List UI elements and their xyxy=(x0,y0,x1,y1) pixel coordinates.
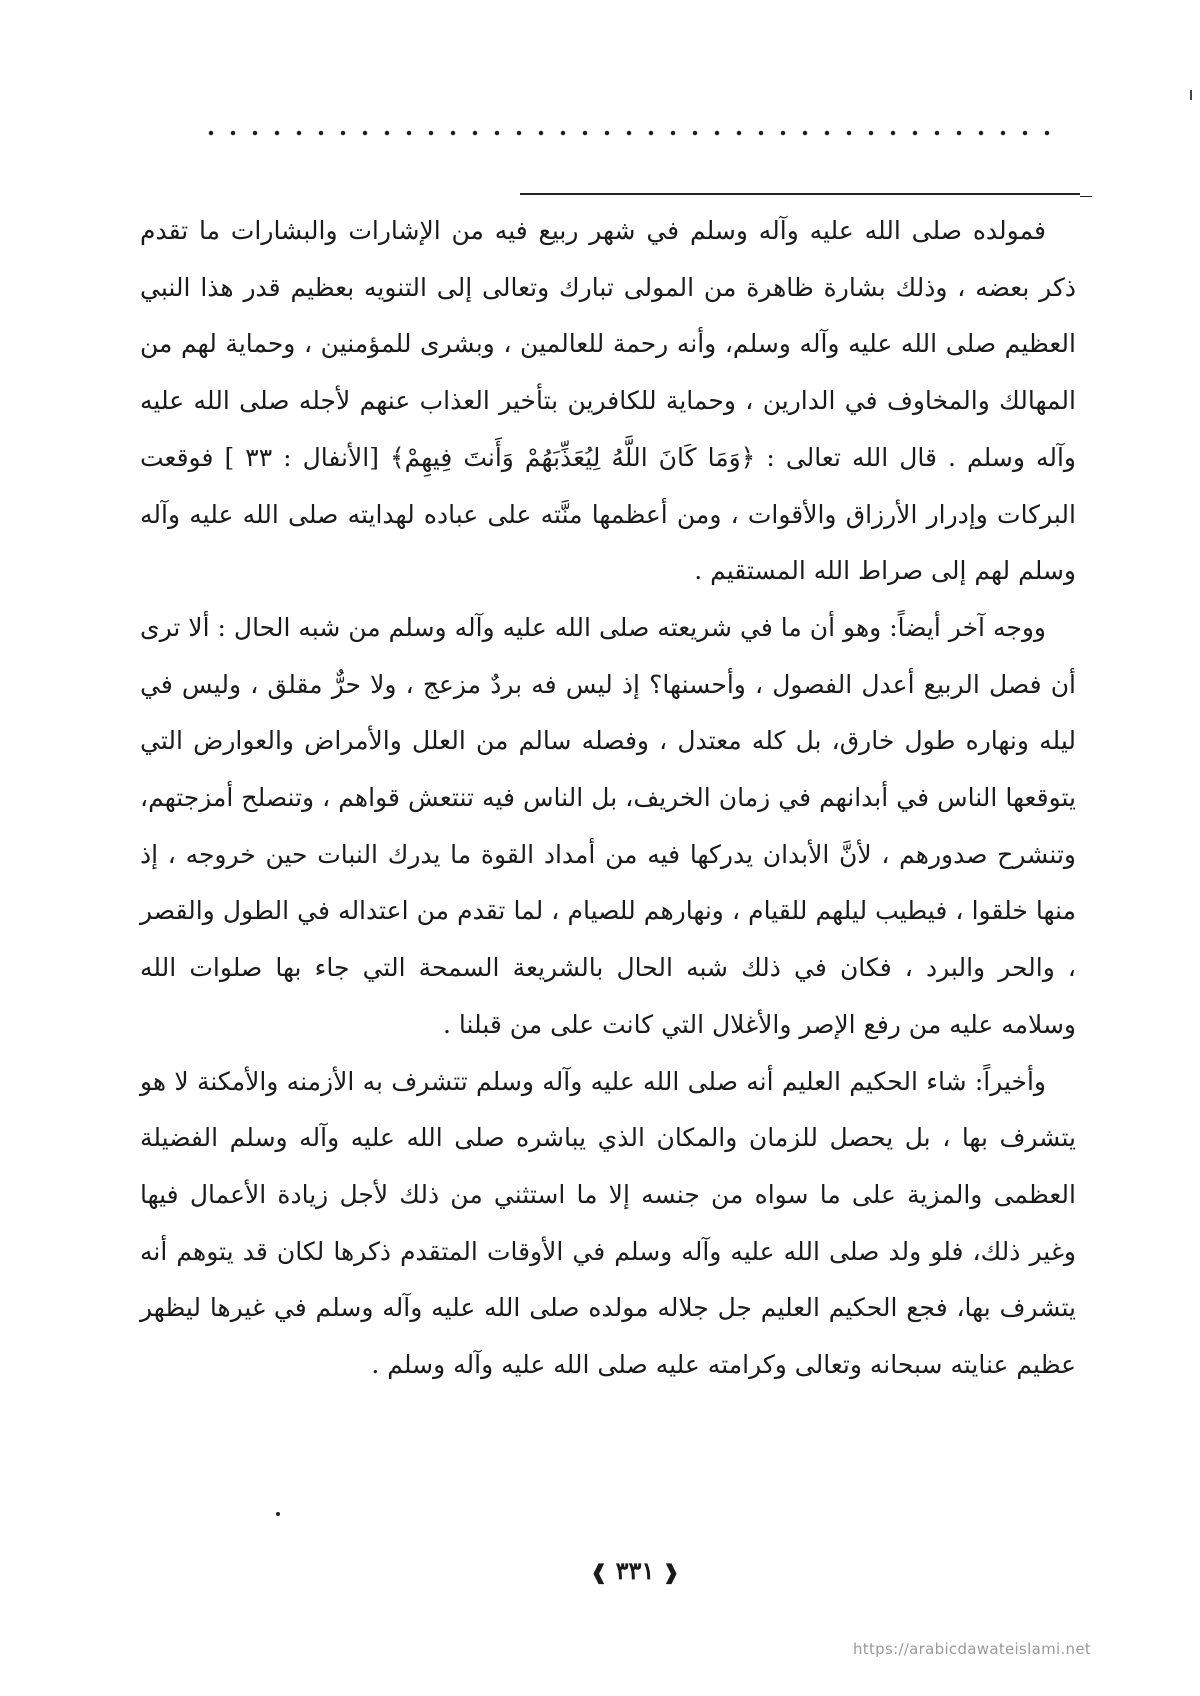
header-rule xyxy=(520,193,1080,195)
watermark-url: https://arabicdawateislami.net xyxy=(853,1640,1092,1658)
page-body xyxy=(140,203,1076,1394)
corner-mark xyxy=(1190,90,1192,100)
paragraph-1: فمولده صلى الله عليه وآله وسلم في شهر ربيع فيه من الإشارات والبشارات ما تقدم ذكر بعضه ، وذلك بشارة ظاهرة من المولى تبارك وتعالى إلى التنويه بعظيم قدر هذا النبي العظيم صلى الله عليه وآله وسلم، وأنه رحمة للعالمين ، وبشرى للمؤمنين ، وحماية لهم من المهالك والمخاوف في الدارين ، وحماية للكافرين بتأخير العذاب عنهم لأجله صلى الله عليه وآله وسلم . قال الله تعالى : ﴿وَمَا كَانَ اللَّهُ لِيُعَذِّبَهُمْ وَأَنتَ فِيهِمْ﴾ [الأنفال : ٣٣ ] فوقعت البركات وإدرار الأرزاق والأقوات ، ومن أعظمها منَّته على عباده لهدايته صلى الله عليه وآله وسلم لهم إلى صراط الله المستقيم . xyxy=(140,216,1077,586)
paragraph-2: ووجه آخر أيضاً: وهو أن ما في شريعته صلى الله عليه وآله وسلم من شبه الحال : ألا ترى أن فصل الربيع أعدل الفصول ، وأحسنها؟ إذ ليس فه بردٌ مزعج ، ولا حرٌّ مقلق ، وليس في ليله ونهاره طول خارق، بل كله معتدل ، وفصله سالم من العلل والأمراض والعوارض التي يتوقعها الناس في أبدانهم في زمان الخريف، بل الناس فيه تنتعش قواهم ، وتنصلح أمزجتهم، وتنشرح صدورهم ، لأنَّ الأبدان يدركها فيه من أمداد القوة ما يدرك النبات حين خروجه ، إذ منها خلقوا ، فيطيب ليلهم للقيام ، ونهارهم للصيام ، لما تقدم من اعتداله في الطول والقصر ، والحر والبرد ، فكان في ذلك شبه الحال بالشريعة السمحة التي جاء بها صلوات الله وسلامه عليه من رفع الإصر والأغلال التي كانت على من قبلنا . xyxy=(140,612,1076,1039)
page-number-ornament-left: ❱ xyxy=(590,1560,608,1584)
header-rule-tail xyxy=(1080,196,1092,197)
page-number xyxy=(580,1556,690,1585)
paragraph-3: وأخيراً: شاء الحكيم العليم أنه صلى الله عليه وآله وسلم تتشرف به الأزمنه والأمكنة لا هو يتشرف بها ، بل يحصل للزمان والمكان الذي يباشره صلى الله عليه وآله وسلم الفضيلة العظمى والمزية على ما سواه من جنسه إلا ما استثني من ذلك لأجل زيادة الأعمال فيها وغير ذلك، فلو ولد صلى الله عليه وآله وسلم في الأوقات المتقدم ذكرها لكان قد يتوهم أنه يتشرف بها، فجع الحكيم العليم جل جلاله مولده صلى الله عليه وآله وسلم في غيرها ليظهر عظيم عنايته سبحانه وتعالى وكرامته عليه صلى الله عليه وآله وسلم . xyxy=(140,1066,1077,1380)
dotted-header-rule xyxy=(200,128,1060,138)
stray-dot xyxy=(276,1512,280,1516)
page-number-ornament-right: ❰ xyxy=(662,1560,680,1584)
page-number-value: ٣٣١ xyxy=(615,1556,655,1585)
